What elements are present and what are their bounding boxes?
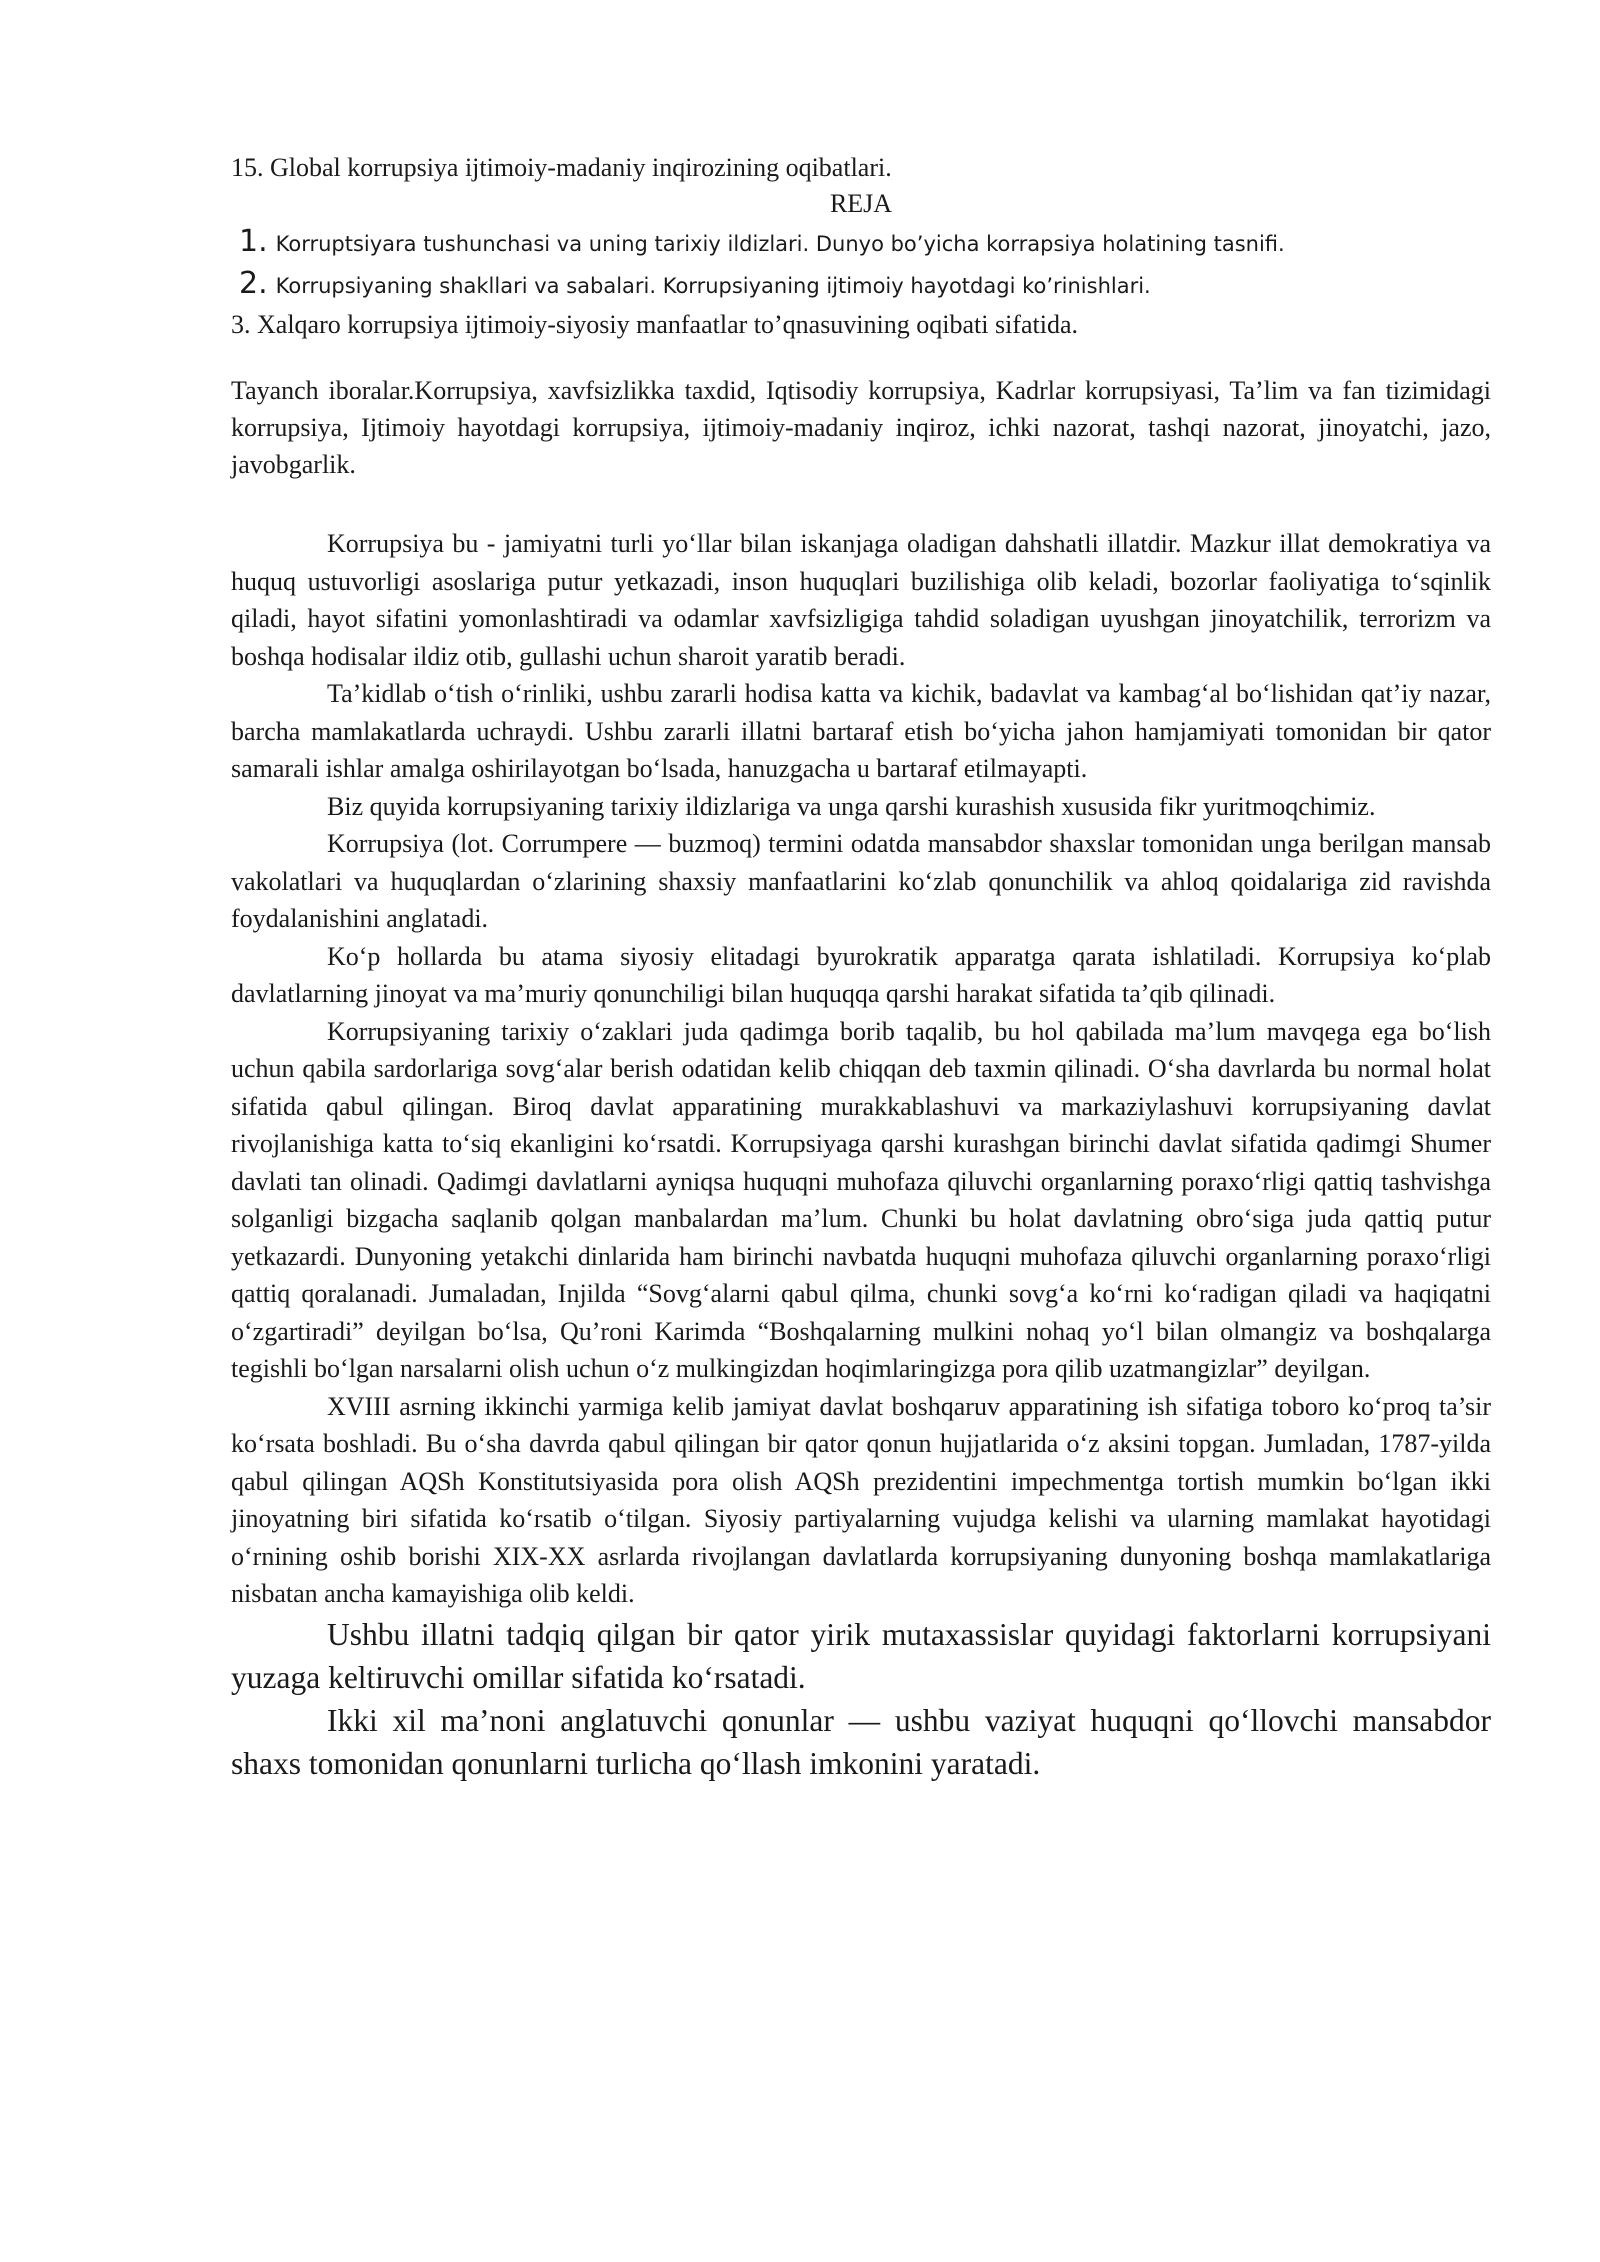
body-paragraph: Korrupsiyaning tarixiy o‘zaklari juda qadimga borib taqalib, bu hol qabilada ma’lum mavqega ega bo‘lish uchun qabila sardorlariga sovg‘alar berish odatidan kelib chiqqan deb taxmin qilinadi. O‘sha davrlarda bu normal holat sifatida qabul qilingan. Biroq davlat apparatining murakkablashuvi va markaziylashuvi korrupsiyaning davlat rivojlanishiga katta to‘siq ekanligini ko‘rsatdi. Korrupsiyaga qarshi kurashgan birinchi davlat sifatida qadimgi Shumer davlati tan olinadi. Qadimgi davlatlarni ayniqsa huquqni muhofaza qiluvchi organlarning poraxo‘rligi qattiq tashvishga solganligi bizgacha saqlanib qolgan manbalardan ma’lum. Chunki bu holat davlatning obro‘siga juda qattiq putur yetkazardi. Dunyoning yetakchi dinlarida ham birinchi navbatda huquqni muhofaza qiluvchi organlarning poraxo‘rligi qattiq qoralanadi. Jumaladan, Injilda “Sovg‘alarni qabul qilma, chunki sovg‘a ko‘rni ko‘radigan qiladi va haqiqatni o‘zgartiradi” deyilgan bo‘lsa, Qu’roni Karimda “Boshqalarning mulkini nohaq yo‘l bilan olmangiz va boshqalarga tegishli bo‘lgan narsalarni olish uchun o‘z mulkingizdan hoqimlaringizga pora qilib uzatmangizlar” deyilgan. bbox=[231, 1016, 1491, 1383]
body-paragraph: Biz quyida korrupsiyaning tarixiy ildizlariga va unga qarshi kurashish xususida fikr yuritmoqchimiz. bbox=[327, 791, 1376, 821]
plan-item-text: Xalqaro korrupsiya ijtimoiy-siyosiy manfaatlar to’qnasuvining oqibati sifatida. bbox=[257, 310, 1078, 339]
body-paragraph: Korrupsiya bu - jamiyatni turli yo‘llar bilan iskanjaga oladigan dahshatli illatdir. Mazkur illat demokratiya va huquq ustuvorligi asoslariga putur yetkazadi, inson huquqlari buzilishiga olib keladi, bozorlar faoliyatiga to‘sqinlik qiladi, hayot sifatini yomonlashtiradi va odamlar xavfsizligiga tahdid soladigan uyushgan jinoyatchilik, terrorizm va boshqa hodisalar ildiz otib, gullashi uchun sharoit yaratib beradi. bbox=[231, 529, 1491, 671]
plan-item-text: Korrupsiyaning shakllari va sabalari. Korrupsiyaning ijtimoiy hayotdagi ko’rinishlari. bbox=[275, 274, 1151, 298]
plan-item-number: 2. bbox=[239, 266, 268, 301]
plan-heading: REJA bbox=[829, 189, 893, 218]
body-paragraph: Ko‘p hollarda bu atama siyosiy elitadagi byurokratik apparatga qarata ishlatiladi. Korrupsiya ko‘plab davlatlarning jinoyat va ma’muriy qonunchiligi bilan huquqqa qarshi harakat sifatida ta’qib qilinadi. bbox=[231, 941, 1491, 1008]
body-paragraph: XVIII asrning ikkinchi yarmiga kelib jamiyat davlat boshqaruv apparatining ish sifatiga toboro ko‘proq ta’sir ko‘rsata boshladi. Bu o‘sha davrda qabul qilingan bir qator qonun hujjatlarida o‘z aksini topgan. Jumladan, 1787-yilda qabul qilingan AQSh Konstitutsiyasida pora olish AQSh prezidentini impechmentga tortish mumkin bo‘lgan ikki jinoyatning biri sifatida ko‘rsatib o‘tilgan. Siyosiy partiyalarning vujudga kelishi va ularning mamlakat hayotidagi o‘rnining oshib borishi XIX-XX asrlarda rivojlangan davlatlarda korrupsiyaning dunyoning boshqa mamlakatlariga nisbatan ancha kamayishiga olib keldi. bbox=[231, 1391, 1491, 1608]
document-title: 15. Global korrupsiya ijtimoiy-madaniy inqirozining oqibatlari. bbox=[231, 153, 892, 182]
plan-item-text: Korruptsiyara tushunchasi va uning tarixiy ildizlari. Dunyo bo’yicha korrapsiya holatining tasnifi. bbox=[275, 232, 1285, 256]
plan-item bbox=[231, 264, 1491, 306]
plan-item bbox=[231, 306, 1491, 344]
plan-item bbox=[231, 222, 1491, 264]
keywords-paragraph: Tayanch iboralar.Korrupsiya, xavfsizlikka taxdid, Iqtisodiy korrupsiya, Kadrlar korrupsiyasi, Ta’lim va fan tizimidagi korrupsiya, Ijtimoiy hayotdagi korrupsiya, ijtimoiy-madaniy inqiroz, ichki nazorat, tashqi nazorat, jinoyatchi, jazo, javobgarlik. bbox=[231, 376, 1491, 479]
document-page bbox=[231, 150, 1491, 1785]
body-paragraph: Ta’kidlab o‘tish o‘rinliki, ushbu zararli hodisa katta va kichik, badavlat va kambag‘al bo‘lishidan qat’iy nazar, barcha mamlakatlarda uchraydi. Ushbu zararli illatni bartaraf etish bo‘yicha jahon hamjamiyati tomonidan bir qator samarali ishlar amalga oshirilayotgan bo‘lsada, hanuzgacha u bartaraf etilmayapti. bbox=[231, 679, 1491, 783]
body-paragraph: Korrupsiya (lot. Corrumpere — buzmoq) termini odatda mansabdor shaxslar tomonidan unga berilgan mansab vakolatlari va huquqlardan o‘zlarining shaxsiy manfaatlarini ko‘zlab qonunchilik va ahloq qoidalariga zid ravishda foydalanishini anglatadi. bbox=[231, 829, 1491, 933]
body-paragraph-large: Ushbu illatni tadqiq qilgan bir qator yirik mutaxassislar quyidagi faktorlarni korrupsiyani yuzaga keltiruvchi omillar sifatida ko‘rsatadi. bbox=[231, 1616, 1491, 1695]
plan-item-number: 1. bbox=[239, 224, 268, 259]
plan-item-number: 3. bbox=[231, 310, 251, 339]
body-paragraph-large: Ikki xil ma’noni anglatuvchi qonunlar — ushbu vaziyat huquqni qo‘llovchi mansabdor shaxs tomonidan qonunlarni turlicha qo‘llash imkonini yaratadi. bbox=[231, 1702, 1491, 1781]
